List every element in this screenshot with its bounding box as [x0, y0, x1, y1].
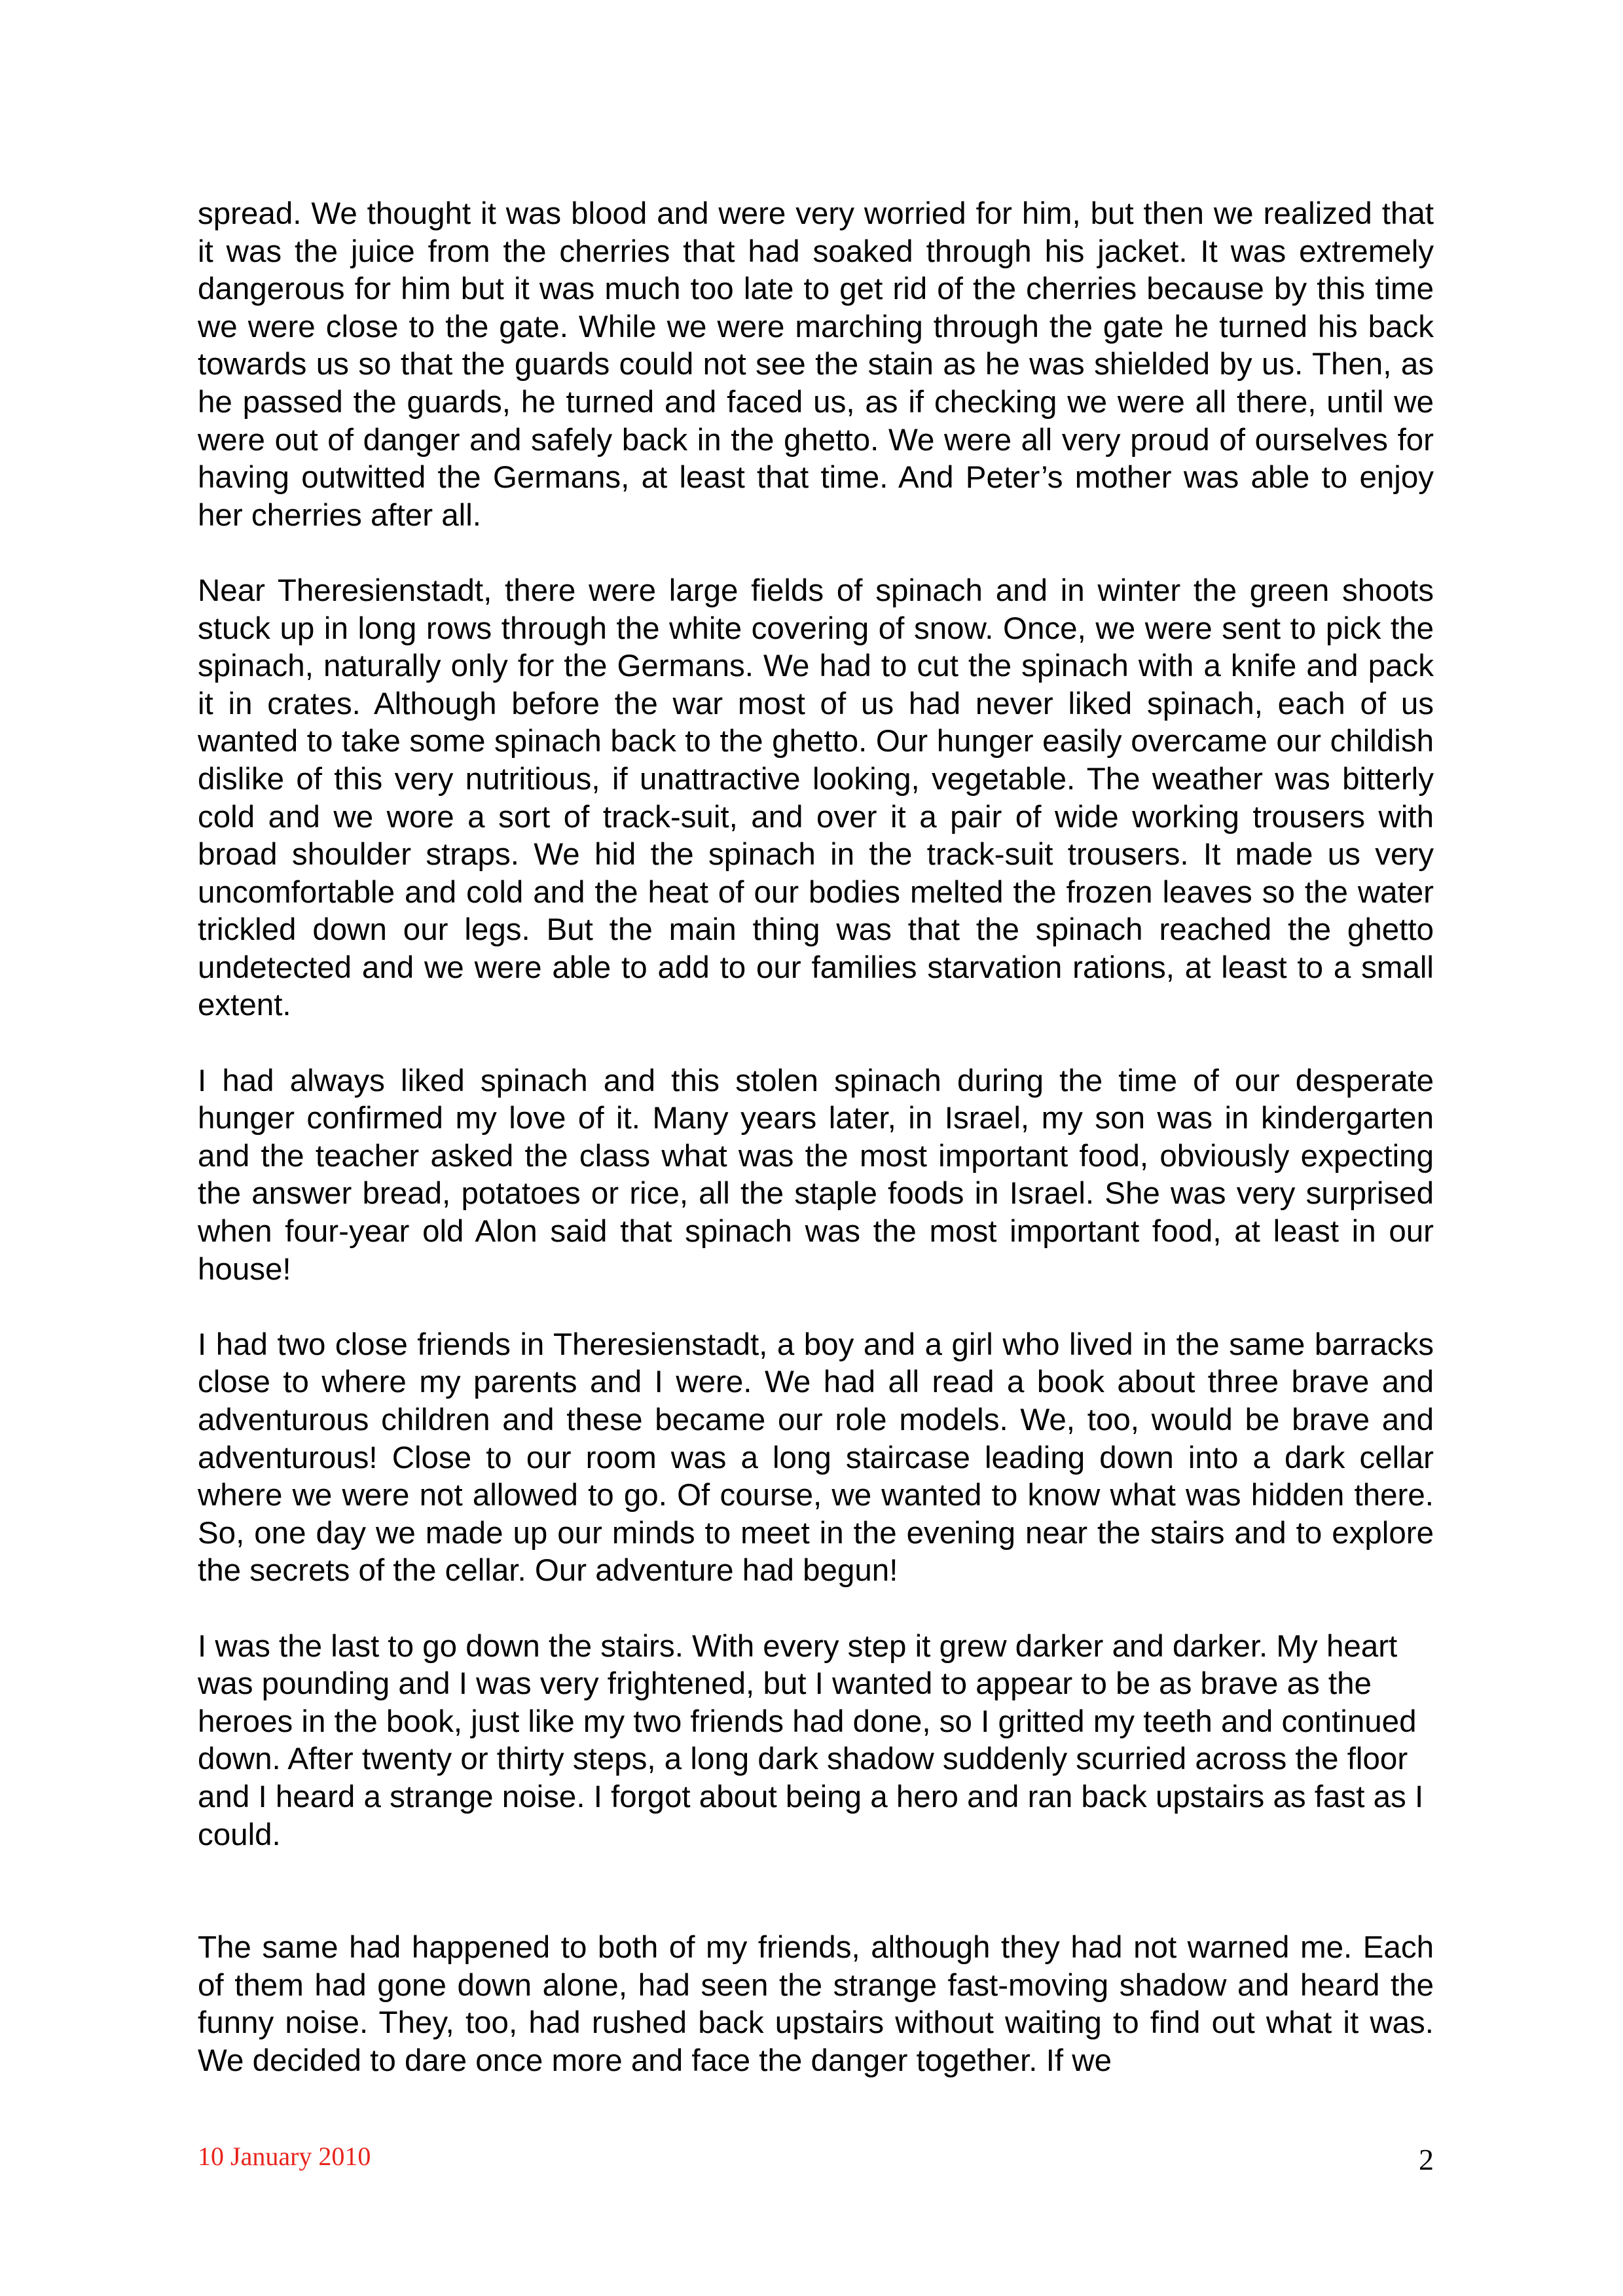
paragraph-spinach-fields: Near Theresienstadt, there were large fields of spinach and in winter the green shoots stuck up in long rows through the white covering of snow. Once, we were sent to pick the spinach, naturally only for the Germans. We had to cut the spinach with a knife and pack it in crates. Although before the war most of us had never liked spinach, each of us wanted to take some spinach back to the ghetto. Our hunger easily overcame our childish dislike of this very nutritious, if unattractive looking, vegetable. The weather was bitterly cold and we wore a sort of track-suit, and over it a pair of wide working trousers with broad shoulder straps. We hid the spinach in the track-suit trousers. It made us very uncomfortable and cold and the heat of our bodies melted the frozen leaves so the water trickled down our legs. But the main thing was that the spinach reached the ghetto undetected and we were able to add to our families starvation rations, at least to a small extent. — [198, 573, 1434, 1023]
paragraph-cherries: spread. We thought it was blood and were very worried for him, but then we realized that it was the juice from the cherries that had soaked through his jacket. It was extremely dangerous for him but it was much too late to get rid of the cherries because by this time we were close to the gate. While we were marching through the gate he turned his back towards us so that the guards could not see the stain as he was shielded by us. Then, as he passed the guards, he turned and faced us, as if checking we were all there, until we were out of danger and safely back in the ghetto. We were all very proud of ourselves for having outwitted the Germans, at least that time. And Peter’s mother was able to enjoy her cherries after all. — [198, 196, 1434, 533]
footer-date: 10 January 2010 — [198, 2142, 371, 2171]
document-body — [198, 195, 1434, 2117]
paragraph-stairs: I was the last to go down the stairs. With every step it grew darker and darker. My heart was pounding and I was very frightened, but I wanted to appear to be as brave as the heroes in the book, just like my two friends had done, so I gritted my teeth and continued down. After twenty or thirty steps, a long dark shadow suddenly scurried across the floor and I heard a strange noise. I forgot about being a hero and ran back upstairs as fast as I could. — [198, 1628, 1424, 1852]
paragraph-spinach-love: I had always liked spinach and this stolen spinach during the time of our desperate hunger confirmed my love of it. Many years later, in Israel, my son was in kindergarten and the teacher asked the class what was the most important food, obviously expecting the answer bread, potatoes or rice, all the staple foods in Israel. She was very surprised when four-year old Alon said that spinach was the most important food, at least in our house! — [198, 1063, 1434, 1287]
paragraph-close-friends: I had two close friends in Theresienstadt, a boy and a girl who lived in the same barracks close to where my parents and I were. We had all read a book about three brave and adventurous children and these became our role models. We, too, would be brave and adventurous! Close to our room was a long staircase leading down into a dark cellar where we were not allowed to go. Of course, we wanted to know what was hidden there. So, one day we made up our minds to meet in the evening near the stairs and to explore the secrets of the cellar. Our adventure had begun! — [198, 1327, 1434, 1588]
paragraph-friends-same: The same had happened to both of my friends, although they had not warned me. Each of them had gone down alone, had seen the strange fast-moving shadow and heard the funny noise. They, too, had rushed back upstairs without waiting to find out what it was. We decided to dare once more and face the danger together. If we — [198, 1930, 1434, 2078]
page-number: 2 — [1419, 2143, 1434, 2176]
